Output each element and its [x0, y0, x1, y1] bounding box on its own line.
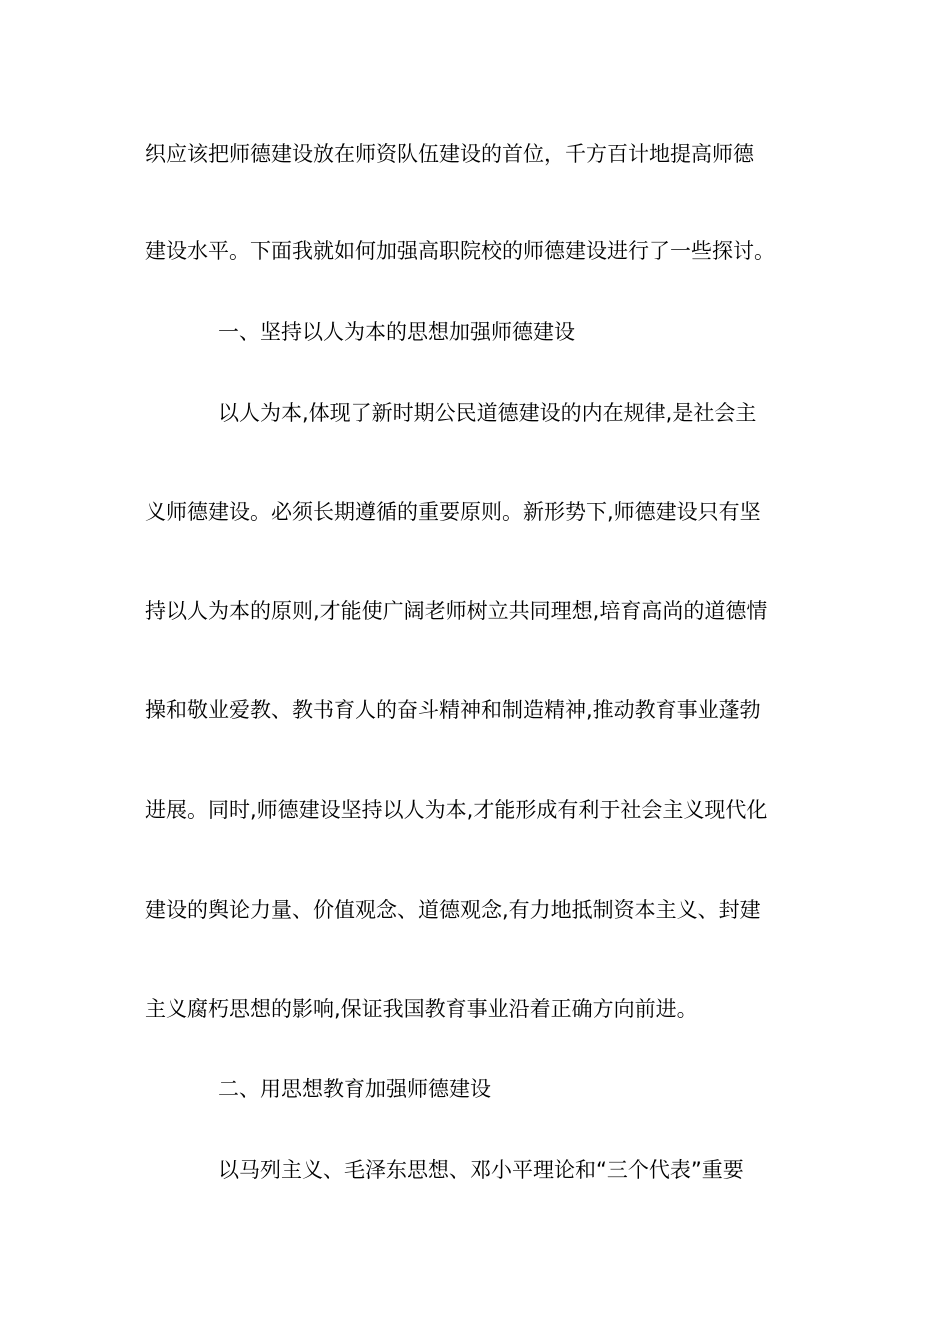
- paragraph-line: 义师德建设。必须长期遵循的重要原则。新形势下,师德建设只有坚: [145, 500, 761, 524]
- paragraph-line: 以人为本,体现了新时期公民道德建设的内在规律,是社会主: [218, 401, 757, 425]
- paragraph-line: 操和敬业爱教、教书育人的奋斗精神和制造精神,推动教育事业蓬勃: [145, 698, 761, 722]
- paragraph-line: 主义腐朽思想的影响,保证我国教育事业沿着正确方向前进。: [145, 997, 698, 1021]
- paragraph-line: 进展。同时,师德建设坚持以人为本,才能形成有利于社会主义现代化: [145, 798, 768, 822]
- paragraph-line: 建设的舆论力量、价值观念、道德观念,有力地抵制资本主义、封建: [145, 898, 761, 922]
- section-heading: 二、用思想教育加强师德建设: [218, 1077, 491, 1101]
- paragraph-line: 以马列主义、毛泽东思想、邓小平理论和“三个代表”重要: [218, 1158, 744, 1182]
- paragraph-line: 持以人为本的原则,才能使广阔老师树立共同理想,培育高尚的道德情: [145, 599, 768, 623]
- paragraph-line: 织应该把师德建设放在师资队伍建设的首位，千方百计地提高师德: [145, 142, 754, 166]
- section-heading: 一、坚持以人为本的思想加强师德建设: [218, 320, 575, 344]
- paragraph-line: 建设水平。下面我就如何加强高职院校的师德建设进行了一些探讨。: [145, 239, 775, 263]
